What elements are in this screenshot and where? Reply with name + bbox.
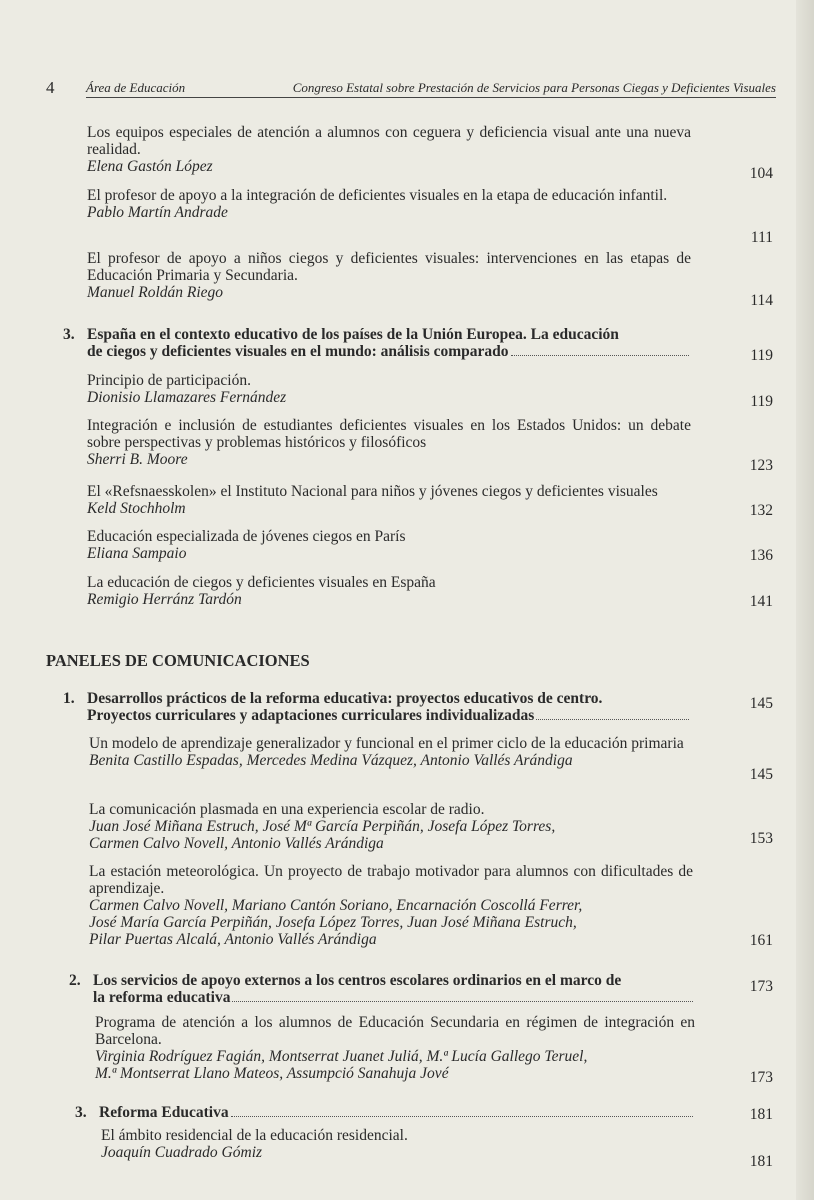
toc-entry bbox=[87, 372, 691, 406]
page-ref: 136 bbox=[749, 547, 773, 564]
entry-author bbox=[87, 545, 691, 562]
entry-author bbox=[87, 284, 691, 301]
author-name: Manuel Roldán Riego bbox=[87, 284, 224, 301]
section-number: 3. bbox=[75, 1104, 87, 1121]
entry-title: El «Refsnaesskolen» el Instituto Nacional para niños y jóvenes ciegos y deficientes visuales bbox=[87, 483, 658, 500]
author-name: Elena Gastón López bbox=[87, 158, 213, 175]
toc-entry bbox=[89, 863, 693, 948]
page-ref: 123 bbox=[749, 457, 773, 474]
section-title-line1: Desarrollos prácticos de la reforma educativa: proyectos educativos de centro. bbox=[87, 690, 603, 707]
author-name: Joaquín Cuadrado Gómiz bbox=[101, 1144, 263, 1161]
page-ref: 141 bbox=[749, 593, 773, 610]
author-name: Carmen Calvo Novell, Antonio Vallés Arándiga bbox=[89, 835, 384, 852]
author-name: Remigio Herránz Tardón bbox=[87, 591, 242, 608]
page-ref: 181 bbox=[749, 1106, 773, 1123]
page-ref: 173 bbox=[749, 1069, 773, 1086]
entry-author bbox=[87, 591, 691, 608]
entry-author bbox=[87, 389, 691, 406]
page-ref: 181 bbox=[749, 1153, 773, 1170]
toc-entry bbox=[89, 801, 693, 852]
author-name: Pablo Martín Andrade bbox=[87, 204, 228, 221]
section-title-text: la reforma educativa bbox=[93, 989, 231, 1006]
leader-dots bbox=[511, 354, 689, 356]
entry-author bbox=[87, 158, 691, 175]
entry-author bbox=[101, 1144, 695, 1161]
toc-entry bbox=[87, 124, 691, 175]
toc-entry bbox=[87, 483, 691, 517]
entry-author bbox=[89, 931, 693, 948]
header-congress-title: Congreso Estatal sobre Prestación de Servicios para Personas Ciegas y Deficientes Visuales bbox=[292, 80, 776, 95]
entry-author: Juan José Miñana Estruch, José Mª García Perpiñán, Josefa López Torres, bbox=[89, 818, 556, 835]
entry-title: La educación de ciegos y deficientes visuales en España bbox=[87, 574, 436, 591]
section-title-line2 bbox=[93, 989, 695, 1006]
page-ref: 119 bbox=[750, 393, 773, 410]
entry-title: Los equipos especiales de atención a alumnos con ceguera y deficiencia visual ante una nueva realidad. bbox=[87, 124, 691, 158]
entry-title: Un modelo de aprendizaje generalizador y funcional en el primer ciclo de la educación primaria bbox=[89, 735, 684, 752]
leader-dots bbox=[231, 1115, 693, 1117]
entry-author: José María García Perpiñán, Josefa López Torres, Juan José Miñana Estruch, bbox=[89, 914, 577, 931]
entry-title: El profesor de apoyo a la integración de deficientes visuales en la etapa de educación infantil. bbox=[87, 187, 668, 204]
author-name: Dionisio Llamazares Fernández bbox=[87, 389, 287, 406]
toc-entry bbox=[101, 1127, 695, 1161]
page-ref: 119 bbox=[750, 347, 773, 364]
page-ref: 145 bbox=[749, 766, 773, 783]
entry-title: Educación especializada de jóvenes ciegos en París bbox=[87, 528, 406, 545]
entry-title: La comunicación plasmada en una experiencia escolar de radio. bbox=[89, 801, 485, 818]
page-ref: 161 bbox=[749, 932, 773, 949]
author-name: M.ª Montserrat Llano Mateos, Assumpció Sanahuja Jové bbox=[95, 1065, 449, 1082]
section-title-line2 bbox=[87, 707, 691, 724]
paneles-heading: PANELES DE COMUNICACIONES bbox=[46, 651, 310, 670]
section-heading bbox=[75, 1104, 695, 1121]
toc-entry bbox=[87, 528, 691, 562]
section-title-line1 bbox=[99, 1104, 695, 1121]
section-title-line1: Los servicios de apoyo externos a los centros escolares ordinarios en el marco de bbox=[93, 972, 622, 989]
author-name: Benita Castillo Espadas, Mercedes Medina Vázquez, Antonio Vallés Arándiga bbox=[89, 752, 573, 769]
entry-author bbox=[87, 451, 691, 468]
entry-title: El profesor de apoyo a niños ciegos y deficientes visuales: intervenciones en las etapas de Educación Primaria y Secundaria. bbox=[87, 250, 691, 284]
toc-entry bbox=[87, 250, 691, 301]
toc-entry bbox=[87, 574, 691, 608]
page-ref: 153 bbox=[749, 830, 773, 847]
toc-entry bbox=[87, 187, 691, 221]
leader-dots bbox=[232, 1000, 693, 1002]
page-number: 4 bbox=[46, 78, 55, 97]
entry-title: Principio de participación. bbox=[87, 372, 251, 389]
section-number: 3. bbox=[63, 326, 75, 343]
entry-author: Virginia Rodríguez Fagián, Montserrat Juanet Juliá, M.ª Lucía Gallego Teruel, bbox=[95, 1048, 588, 1065]
entry-title: Integración e inclusión de estudiantes deficientes visuales en los Estados Unidos: un debate sobre perspectivas y problemas históricos y filosóficos bbox=[87, 417, 691, 451]
leader-dots bbox=[536, 718, 689, 720]
section-number: 1. bbox=[63, 690, 75, 707]
page-ref: 132 bbox=[749, 502, 773, 519]
author-name: Sherri B. Moore bbox=[87, 451, 188, 468]
page-ref: 145 bbox=[749, 695, 773, 712]
page-ref: 114 bbox=[750, 292, 773, 309]
entry-author bbox=[95, 1065, 695, 1082]
header-section: Área de Educación bbox=[86, 80, 186, 95]
entry-author: Carmen Calvo Novell, Mariano Cantón Soriano, Encarnación Coscollá Ferrer, bbox=[89, 897, 583, 914]
section-title-text: Proyectos curriculares y adaptaciones curriculares individualizadas bbox=[87, 707, 535, 724]
author-name: Eliana Sampaio bbox=[87, 545, 187, 562]
section-heading bbox=[63, 690, 691, 724]
toc-entry bbox=[89, 735, 693, 769]
toc-entry bbox=[95, 1014, 695, 1082]
entry-title: La estación meteorológica. Un proyecto de trabajo motivador para alumnos con dificultades de aprendizaje. bbox=[89, 863, 693, 897]
section-heading bbox=[63, 326, 691, 360]
entry-author bbox=[89, 752, 693, 769]
page-ref: 111 bbox=[750, 229, 773, 246]
author-name: Keld Stochholm bbox=[87, 500, 186, 517]
page-ref: 104 bbox=[749, 165, 773, 182]
entry-title: El ámbito residencial de la educación residencial. bbox=[101, 1127, 408, 1144]
section-title-line2 bbox=[87, 343, 691, 360]
section-heading bbox=[69, 972, 695, 1006]
toc-entry bbox=[87, 417, 691, 468]
entry-author bbox=[89, 835, 693, 852]
entry-author bbox=[87, 204, 691, 221]
page-ref: 173 bbox=[749, 978, 773, 995]
author-name: Pilar Puertas Alcalá, Antonio Vallés Arándiga bbox=[89, 931, 377, 948]
section-title-text: Reforma Educativa bbox=[99, 1104, 229, 1121]
entry-author bbox=[87, 500, 691, 517]
section-title-text: de ciegos y deficientes visuales en el mundo: análisis comparado bbox=[87, 343, 509, 360]
section-number: 2. bbox=[69, 972, 81, 989]
section-title-line1: España en el contexto educativo de los países de la Unión Europea. La educación bbox=[87, 326, 619, 343]
entry-title: Programa de atención a los alumnos de Educación Secundaria en régimen de integración en Barcelona. bbox=[95, 1014, 695, 1048]
